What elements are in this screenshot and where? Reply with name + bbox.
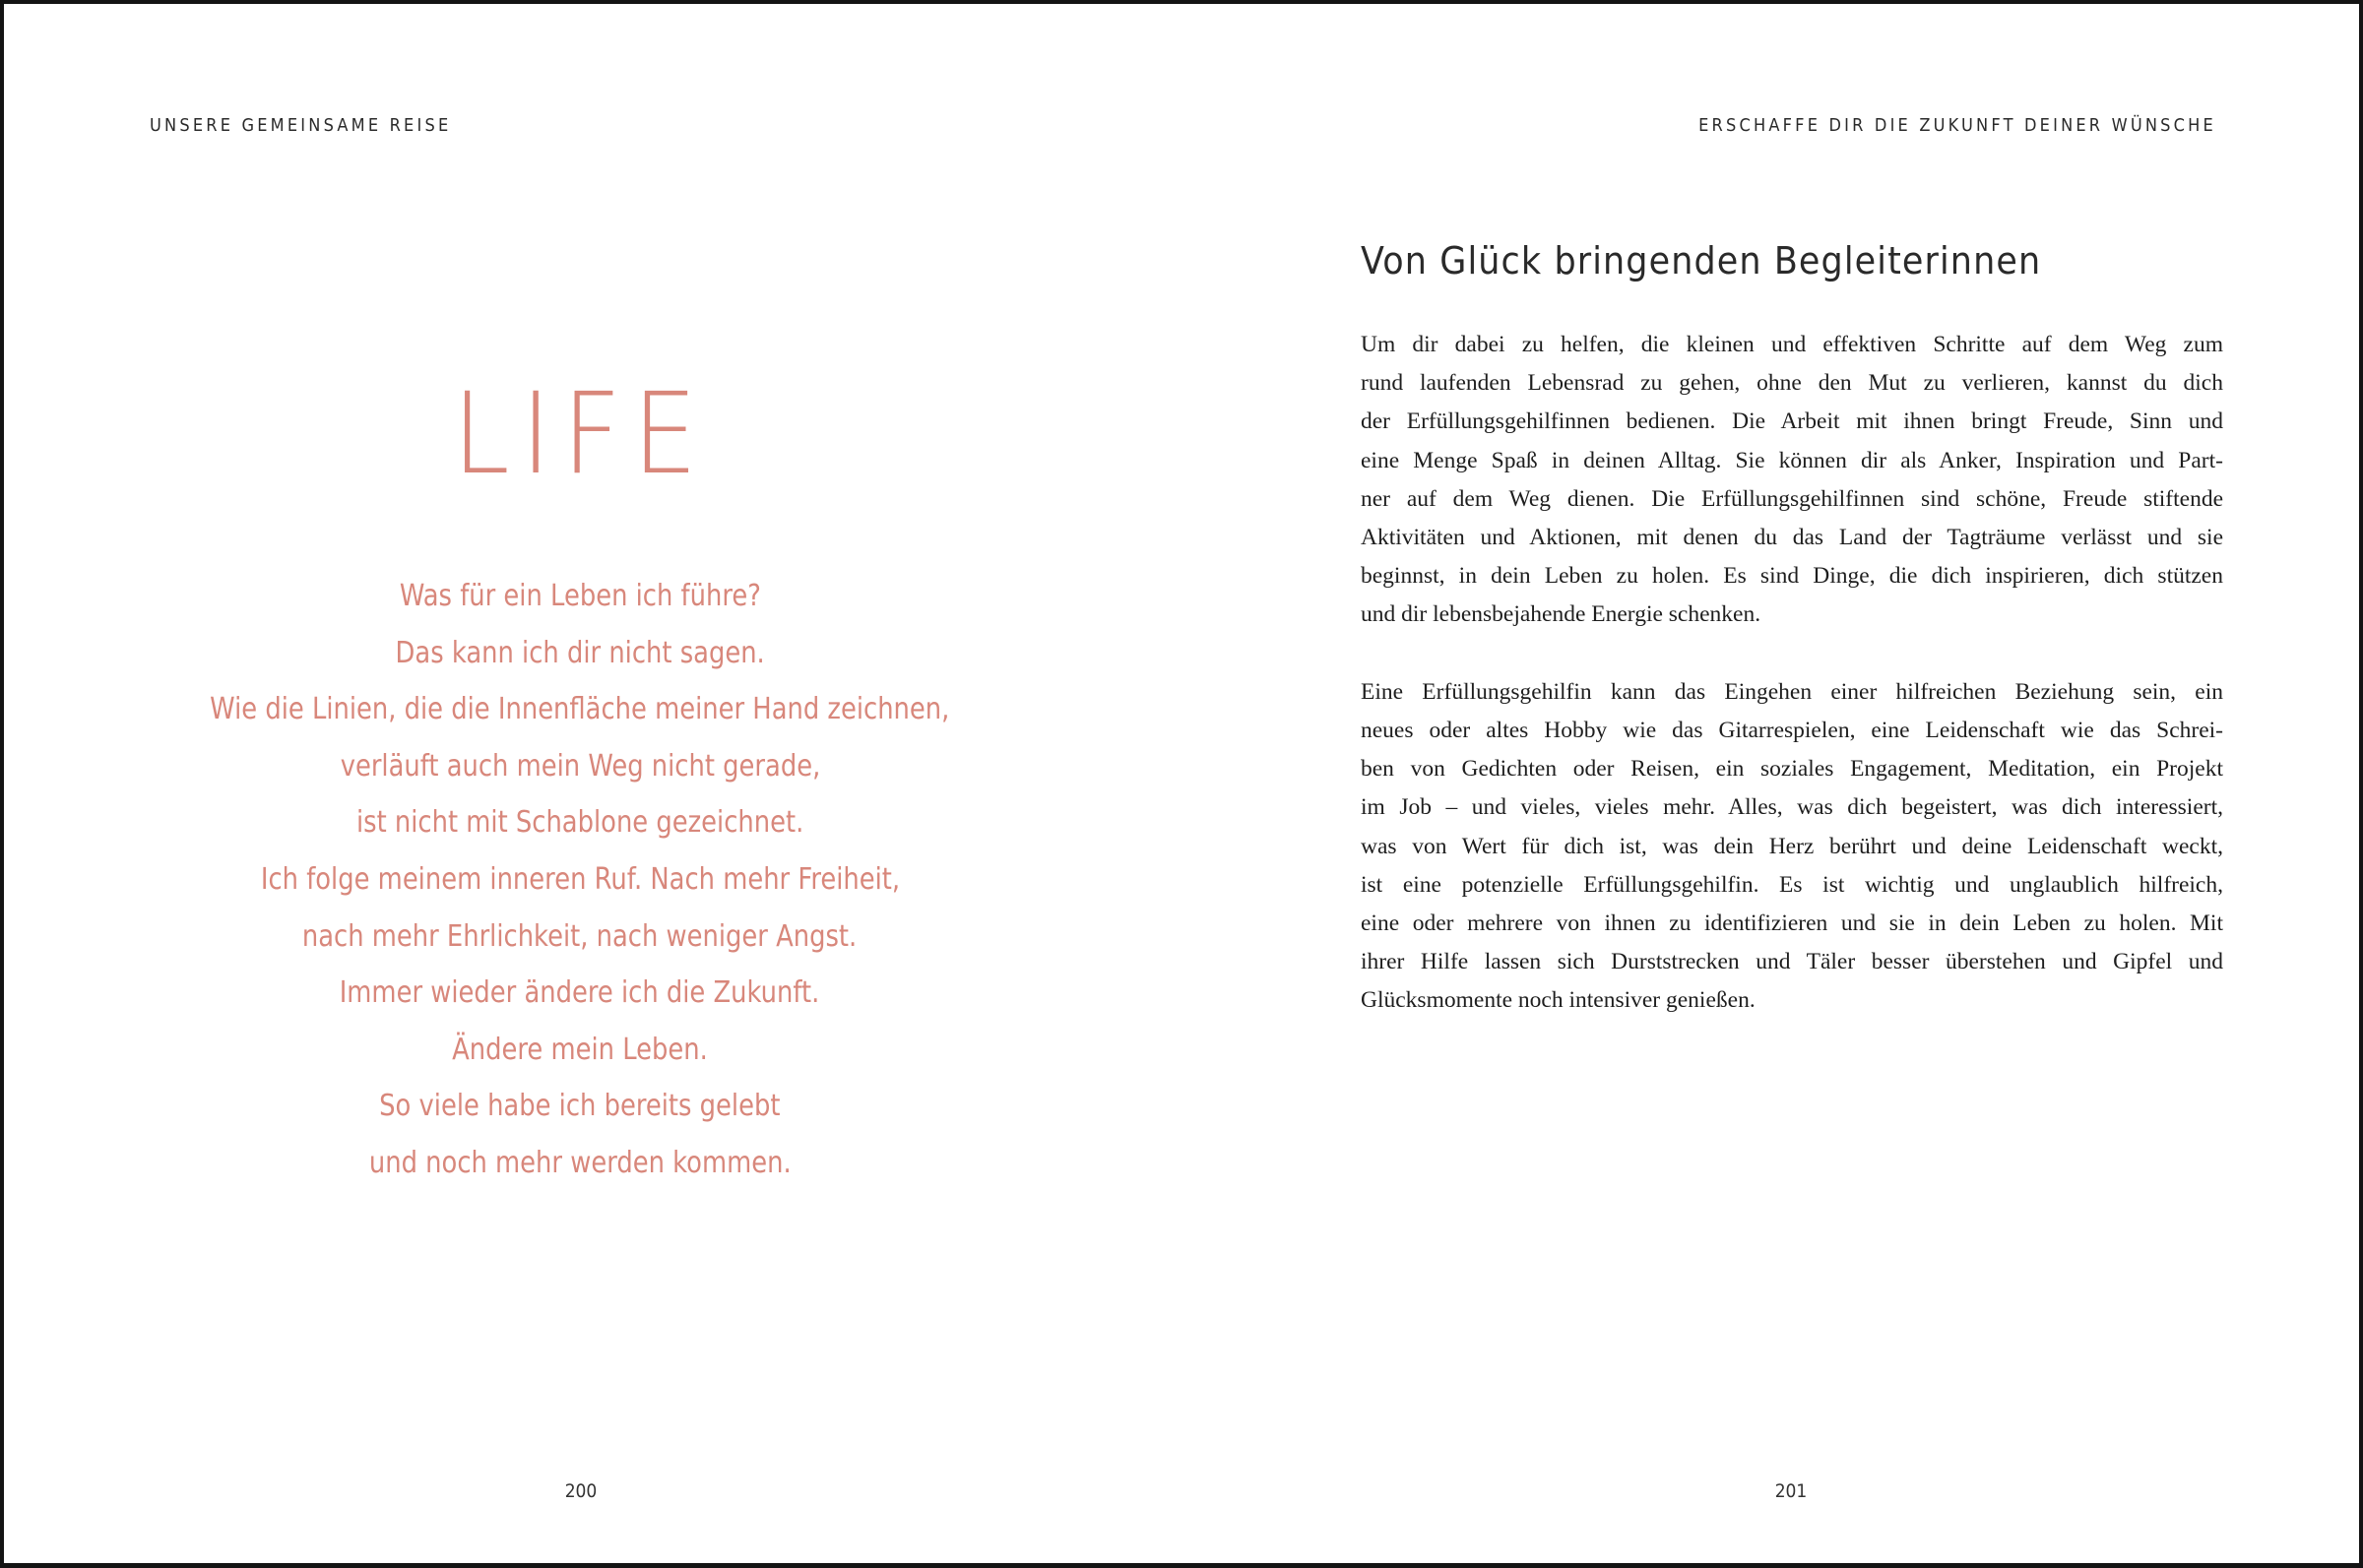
poem-line-text: So viele habe ich bereits gelebt [379,1089,781,1124]
text-line: im Job – und vieles, vieles mehr. Alles, was dich begeistert, was dich interessiert, [1361,794,2223,821]
page-number-left: 200 [564,1480,598,1502]
body-text [1361,326,2223,1021]
text-line: ihrer Hilfe lassen sich Durststrecken und Täler besser überstehen und Gipfel und [1361,949,2223,975]
page-number-right: 201 [1774,1480,1808,1502]
poem-line [107,738,1053,795]
text-line: der Erfüllungsgehilfinnen bedienen. Die Arbeit mit ihnen bringt Freude, Sinn und [1361,408,2223,435]
text-line: ner auf dem Weg dienen. Die Erfüllungsgehilfinnen sind schöne, Freude stiftende [1361,485,2223,512]
poem-line [107,1022,1053,1079]
poem-line-text: Ändere mein Leben. [452,1032,708,1067]
poem-title [107,370,1053,498]
paragraph-2 [1361,673,2223,1021]
poem-line [107,1078,1053,1135]
poem-title-text: LIFE [451,368,709,499]
text-line: rund laufenden Lebensrad zu gehen, ohne den Mut zu verlieren, kannst du dich [1361,370,2223,397]
text-line: und dir lebensbejahende Energie schenken. [1361,601,1761,628]
text-line: ist eine potenzielle Erfüllungsgehilfin. Es ist wichtig und unglaublich hilfreich, [1361,871,2223,898]
left-running-head: UNSERE GEMEINSAME REISE [150,115,452,136]
text-line: eine Menge Spaß in deinen Alltag. Sie können dir als Anker, Inspiration und Part- [1361,447,2223,473]
right-running-head: ERSCHAFFE DIR DIE ZUKUNFT DEINER WÜNSCHE [1698,115,2216,136]
paragraph-1 [1361,326,2223,635]
section-heading: Von Glück bringenden Begleiterinnen [1361,239,2042,282]
poem-line-text: Immer wieder ändere ich die Zukunft. [340,975,820,1011]
text-line: Um dir dabei zu helfen, die kleinen und effektiven Schritte auf dem Weg zum [1361,332,2223,357]
poem-line-text: Ich folge meinem inneren Ruf. Nach mehr Freiheit, [260,861,900,897]
poem-line-text: Wie die Linien, die die Innenfläche meiner Hand zeichnen, [210,692,950,727]
text-line: Glücksmomente noch intensiver genießen. [1361,987,1756,1014]
poem-line [107,568,1053,625]
text-line: Eine Erfüllungsgehilfin kann das Eingehen einer hilfreichen Beziehung sein, ein [1361,678,2223,705]
poem-line [107,794,1053,851]
poem-line-text: ist nicht mit Schablone gezeichnet. [355,805,804,841]
poem-line [107,965,1053,1022]
poem-line [107,625,1053,682]
poem-line-text: und noch mehr werden kommen. [368,1145,792,1180]
poem-line [107,1135,1053,1192]
poem-line-text: Was für ein Leben ich führe? [399,579,761,613]
poem-line-text: verläuft auch mein Weg nicht gerade, [340,748,820,784]
text-line: neues oder altes Hobby wie das Gitarrespielen, eine Leidenschaft wie das Schrei- [1361,718,2223,744]
poem-line [107,909,1053,966]
text-line: beginnst, in dein Leben zu holen. Es sind Dinge, die dich inspirieren, dich stützen [1361,563,2223,590]
poem-line [107,681,1053,738]
poem [107,568,1053,1192]
poem-line-text: nach mehr Ehrlichkeit, nach weniger Angst. [302,918,858,954]
text-line: Aktivitäten und Aktionen, mit denen du das Land der Tagträume verlässt und sie [1361,525,2223,551]
text-line: ben von Gedichten oder Reisen, ein soziales Engagement, Meditation, ein Projekt [1361,756,2223,783]
text-line: was von Wert für dich ist, was dein Herz berührt und deine Leidenschaft weckt, [1361,833,2223,859]
poem-line-text: Das kann ich dir nicht sagen. [395,635,765,670]
poem-line [107,851,1053,909]
text-line: eine oder mehrere von ihnen zu identifizieren und sie in dein Leben zu holen. Mit [1361,910,2223,937]
